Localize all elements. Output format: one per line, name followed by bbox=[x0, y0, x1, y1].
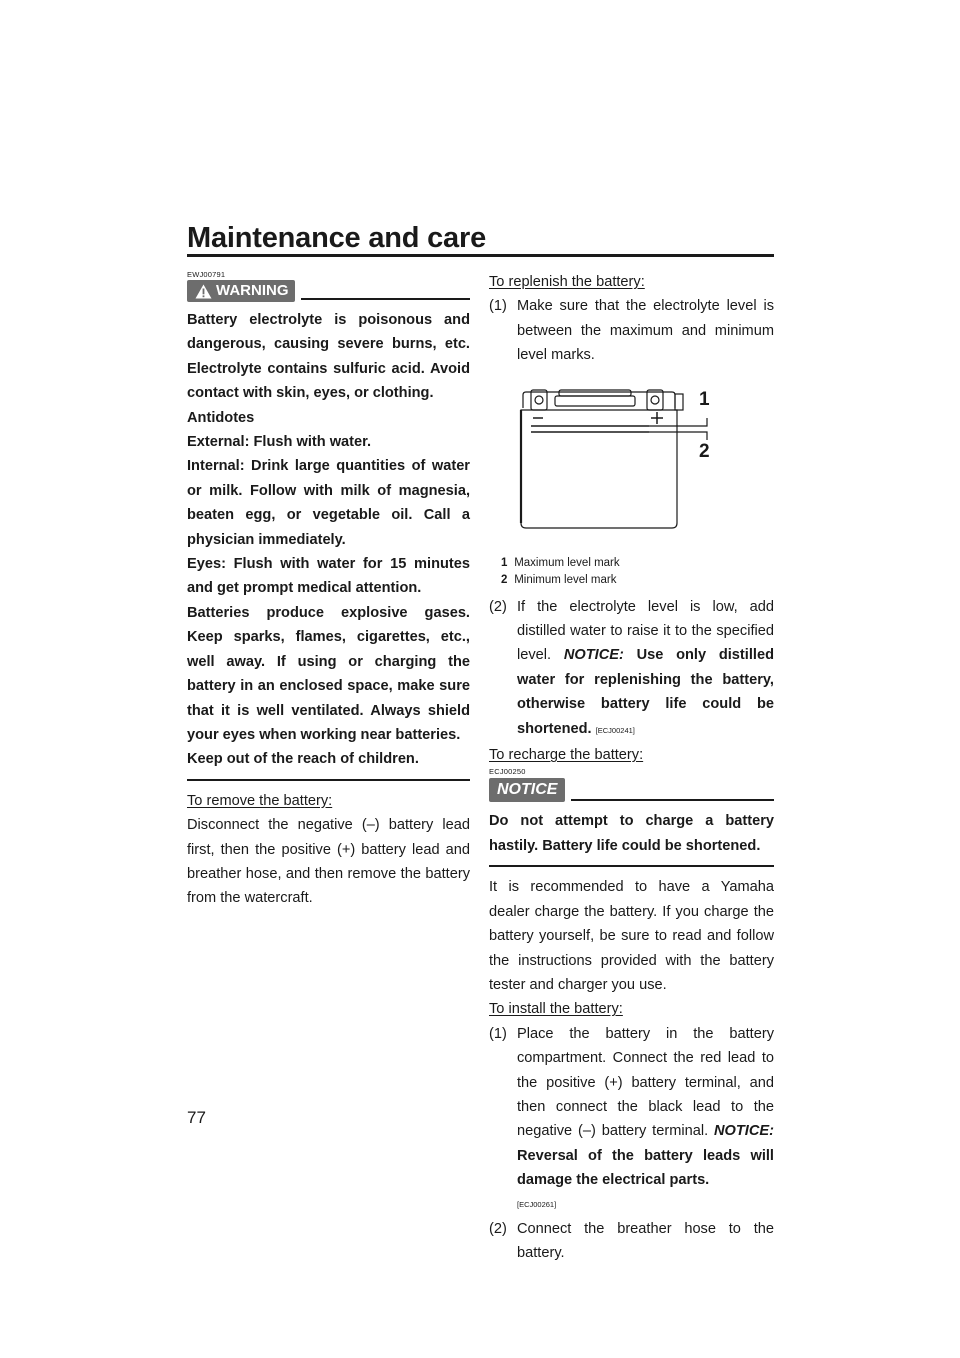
ref-code: [ECJ00241] bbox=[595, 725, 635, 735]
inline-notice: NOTICE: Use only distilled water for replenishing the battery, otherwise battery life could be shortened. bbox=[517, 647, 774, 737]
warning-line: Keep out of the reach of children. bbox=[187, 751, 419, 768]
replenish-step-2: (2) If the electrolyte level is low, add distilled water to raise it to the specified level. NOTICE: Use only distilled water for replenishing the battery, otherwise battery life could be shortened. [ECJ00241] bbox=[489, 598, 774, 737]
warning-line: Battery electrolyte is poisonous and dangerous, causing severe burns, etc. Electrolyte contains sulfuric acid. Avoid contact with skin, eyes, or clothing. bbox=[187, 312, 470, 402]
remove-heading: To remove the battery: bbox=[187, 792, 333, 809]
warning-header bbox=[187, 280, 470, 302]
warning-line: Batteries produce explosive gases. Keep sparks, flames, cigarettes, etc., well away. If using or charging the battery in an enclosed space, make sure that it is well ventilated. Always shield your eyes when working near batteries. bbox=[187, 604, 470, 743]
callout-1: 1 bbox=[699, 388, 710, 410]
figure-legend bbox=[489, 555, 774, 589]
install-step-1: (1) Place the battery in the battery compartment. Connect the red lead to the positive (+) battery terminal, and then connect the black lead to the negative (–) battery terminal. NOTICE: Reversal of the battery leads will damage the electrical parts. [ECJ00261] bbox=[489, 1022, 774, 1217]
ref-code: [ECJ00261] bbox=[517, 1199, 557, 1209]
warning-line: External: Flush with water. bbox=[187, 434, 372, 451]
battery-illustration bbox=[489, 378, 774, 543]
install-heading: To install the battery: bbox=[489, 1001, 623, 1018]
inline-notice: NOTICE: Reversal of the battery leads will damage the electrical parts. bbox=[517, 1123, 774, 1189]
notice-rule bbox=[571, 799, 774, 801]
replenish-heading: To replenish the battery: bbox=[489, 274, 645, 290]
notice-code: ECJ00250 bbox=[489, 767, 526, 777]
warning-line: Internal: Drink large quantities of water or milk. Follow with milk of magnesia, beaten egg, or vegetable oil. Call a physician immediately. bbox=[187, 458, 470, 548]
callout-2: 2 bbox=[699, 440, 710, 462]
notice-badge: NOTICE bbox=[489, 778, 565, 802]
notice-end-rule bbox=[489, 865, 774, 867]
notice-header bbox=[489, 777, 774, 803]
warning-rule bbox=[301, 298, 471, 300]
remove-text: Disconnect the negative (–) battery lead first, then the positive (+) battery lead and breather hose, and then remove the battery from the watercraft. bbox=[187, 817, 470, 907]
header-rule bbox=[187, 254, 774, 257]
warning-triangle-icon bbox=[195, 284, 212, 299]
battery-figure bbox=[489, 378, 774, 543]
page-title: Maintenance and care bbox=[187, 222, 486, 254]
warning-code: EWJ00791 bbox=[187, 270, 226, 279]
legend-item: 2 Minimum level mark bbox=[501, 573, 617, 586]
recharge-heading: To recharge the battery: bbox=[489, 747, 644, 764]
legend-item: 1 Maximum level mark bbox=[501, 556, 620, 569]
warning-end-rule bbox=[187, 779, 470, 781]
left-column bbox=[187, 270, 470, 911]
warning-label: WARNING bbox=[216, 281, 289, 299]
replenish-step-1: (1) Make sure that the electrolyte level is between the maximum and minimum level marks. bbox=[489, 298, 774, 364]
warning-line: Antidotes bbox=[187, 409, 255, 426]
page-number: 77 bbox=[187, 1108, 206, 1127]
install-step-2: (2) Connect the breather hose to the battery. bbox=[489, 1220, 774, 1262]
notice-body: Do not attempt to charge a battery hastily. Battery life could be shortened. bbox=[489, 813, 774, 854]
right-column bbox=[489, 270, 774, 1266]
recharge-text: It is recommended to have a Yamaha dealer charge the battery. If you charge the battery yourself, be sure to read and follow the instructions provided with the battery tester and charger you use. bbox=[489, 879, 774, 993]
warning-line: Eyes: Flush with water for 15 minutes and get prompt medical attention. bbox=[187, 556, 470, 597]
warning-body bbox=[187, 308, 470, 772]
warning-badge bbox=[187, 280, 295, 302]
